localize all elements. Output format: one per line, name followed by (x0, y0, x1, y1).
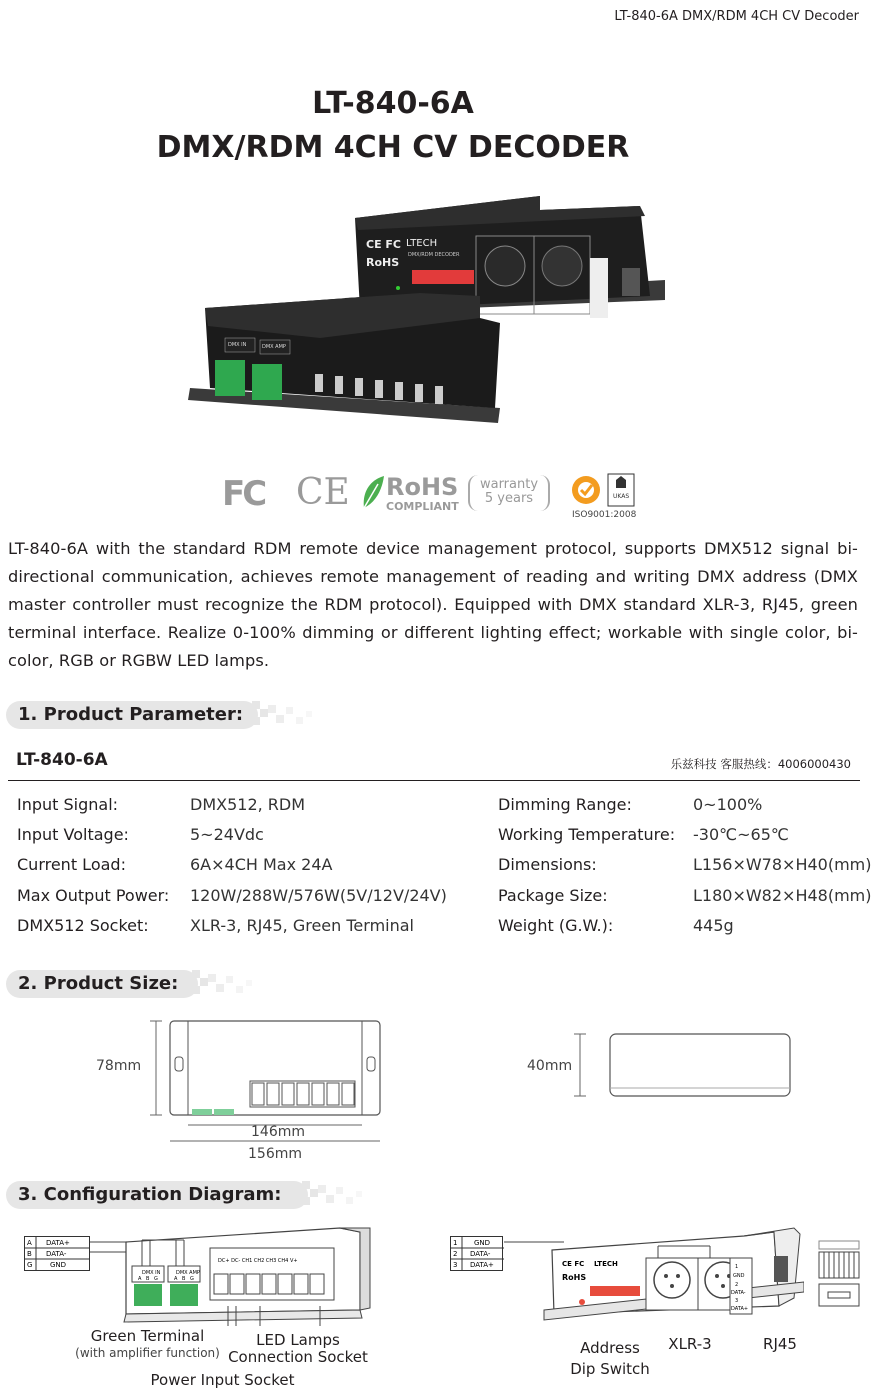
rj45-connector (818, 1240, 860, 1310)
param-value: L180×W82×H48(mm) (693, 886, 871, 905)
pin-2: 2 (453, 1250, 458, 1258)
dip-switch (412, 270, 474, 284)
param-label: Input Signal: (17, 795, 119, 814)
param-divider (8, 780, 860, 781)
param-label: Current Load: (17, 855, 126, 874)
pin-3: 3 (453, 1261, 458, 1269)
left-pin-table (24, 1236, 90, 1272)
size-drawing-top (140, 1015, 390, 1165)
title-product: DMX/RDM 4CH CV DECODER (156, 130, 630, 165)
address-dip-switch (590, 1286, 640, 1296)
dev-pin-2: 2 (735, 1282, 739, 1288)
param-value: 5~24Vdc (190, 825, 264, 844)
caption-xlr: XLR-3 (668, 1335, 712, 1353)
caption-green-terminal: Green Terminal (90, 1327, 205, 1345)
iso-text: ISO9001:2008 (572, 510, 637, 520)
document-header: LT-840-6A DMX/RDM 4CH CV Decoder (614, 9, 859, 24)
caption-address: Address (580, 1339, 640, 1357)
rohs-sub: COMPLIANT (386, 500, 459, 513)
param-model: LT-840-6A (16, 750, 108, 770)
dmx-amp-label: DMX AMP (262, 344, 286, 350)
device-label: DMX/RDM DECODER (408, 252, 460, 258)
param-label: Dimensions: (498, 855, 597, 874)
signal-gnd: GND (50, 1261, 67, 1269)
param-value: 120W/288W/576W(5V/12V/24V) (190, 886, 447, 905)
port-g-label: G (154, 1276, 158, 1282)
port-a-label: A (174, 1276, 178, 1282)
signal-data-plus: DATA+ (470, 1261, 494, 1269)
config-right-device (504, 1222, 804, 1322)
signal-data-minus: DATA- (470, 1250, 491, 1258)
warranty-line2: 5 years (484, 491, 534, 506)
dev-pin-3: 3 (735, 1298, 739, 1304)
param-label: Working Temperature: (498, 825, 676, 844)
param-label: Weight (G.W.): (498, 916, 614, 935)
pin-g: G (27, 1261, 33, 1269)
config-left-device (90, 1222, 380, 1332)
section-fade-1 (252, 701, 316, 729)
svg-text:RoHS: RoHS (562, 1273, 587, 1282)
param-value: XLR-3, RJ45, Green Terminal (190, 916, 414, 935)
dmx-amp-tag: DMX AMP (176, 1270, 200, 1276)
ce-logo: CE (296, 472, 350, 513)
product-photo (180, 188, 680, 458)
dev-pin-1: 1 (735, 1264, 739, 1270)
green-terminal-in (215, 360, 245, 396)
signal-data-minus: DATA- (46, 1250, 67, 1258)
caption-rj45: RJ45 (763, 1335, 797, 1353)
param-value: 6A×4CH Max 24A (190, 855, 333, 874)
param-value: 445g (693, 916, 734, 935)
param-label: Package Size: (498, 886, 608, 905)
dev-pin-data-plus: DATA+ (731, 1306, 749, 1312)
size-drawing-side (572, 1030, 812, 1100)
warranty-line1: warranty (479, 477, 539, 492)
dim-width-label: 78mm (96, 1058, 142, 1074)
port-a-label: A (138, 1276, 142, 1282)
port-b-label: B (182, 1276, 186, 1282)
caption-dip-switch: Dip Switch (570, 1360, 650, 1378)
section-heading-size: 2. Product Size: (6, 970, 198, 998)
param-value: DMX512, RDM (190, 795, 306, 814)
port-b-label: B (146, 1276, 150, 1282)
fcc-logo: FC (222, 474, 265, 514)
section-fade-3 (302, 1181, 366, 1209)
ce-fc-mark: CE FC (366, 238, 402, 251)
service-hotline: 乐兹科技 客服热线：4006000430 (670, 757, 851, 771)
green-terminal (134, 1284, 162, 1306)
right-pin-table (450, 1236, 504, 1272)
dmx-in-tag: DMX IN (142, 1270, 161, 1276)
param-value: 0~100% (693, 795, 763, 814)
pin-a: A (27, 1239, 32, 1247)
section-fade-2 (192, 970, 256, 998)
dev-pin-data-minus: DATA- (731, 1290, 746, 1296)
signal-data-plus: DATA+ (46, 1239, 70, 1247)
param-value: -30℃~65℃ (693, 825, 789, 844)
svg-text:RoHS: RoHS (366, 256, 400, 269)
svg-text:DC+ DC- CH1 CH2 CH3 CH4 V+: DC+ DC- CH1 CH2 CH3 CH4 V+ (218, 1258, 298, 1264)
svg-text:CE FC: CE FC (562, 1260, 585, 1268)
pin-1: 1 (453, 1239, 458, 1247)
section-heading-config: 3. Configuration Diagram: (6, 1181, 308, 1209)
param-label: DMX512 Socket: (17, 916, 149, 935)
port-g-label: G (190, 1276, 194, 1282)
param-value: L156×W78×H40(mm) (693, 855, 871, 874)
param-label: Max Output Power: (17, 886, 170, 905)
ukas-text: UKAS (613, 493, 630, 500)
warranty-badge (468, 475, 550, 511)
rohs-leaf-icon (360, 474, 386, 510)
rohs-logo: RoHS (386, 473, 459, 501)
title-model: LT-840-6A (312, 86, 474, 121)
front-device (188, 293, 500, 423)
dim-inner-length-label: 146mm (251, 1124, 305, 1140)
brand-mark: LTECH (406, 238, 438, 249)
param-label: Dimming Range: (498, 795, 632, 814)
caption-led-lamps: LED Lamps (256, 1331, 340, 1349)
dim-length-label: 156mm (248, 1146, 302, 1162)
param-label: Input Voltage: (17, 825, 129, 844)
pin-b: B (27, 1250, 32, 1258)
caption-green-terminal-sub: (with amplifier function) (75, 1346, 220, 1360)
dmx-in-label: DMX IN (228, 342, 247, 348)
dev-pin-gnd: GND (733, 1273, 745, 1279)
xlr-in-socket (654, 1262, 690, 1298)
section-heading-parameter: 1. Product Parameter: (6, 701, 258, 729)
caption-led-socket: Connection Socket (228, 1348, 368, 1366)
brand-mark: LTECH (594, 1260, 618, 1268)
green-terminal-amp (252, 364, 282, 400)
signal-gnd: GND (474, 1239, 491, 1247)
intro-paragraph: LT-840-6A with the standard RDM remote device management protocol, supports DMX512 signal bi-directional communication, achieves remote management of reading and writing DMX address (DMX master controller must recognize the RDM protocol). Equipped with DMX standard XLR-3, RJ45, green terminal interface. Realize 0-100% dimming or different lighting effect; workable with single color, bi-color, RGB or RGBW LED lamps. (8, 539, 858, 670)
sgs-ukas-logo (568, 472, 638, 512)
dim-height-label: 40mm (527, 1058, 573, 1074)
caption-power-input: Power Input Socket (150, 1371, 295, 1389)
